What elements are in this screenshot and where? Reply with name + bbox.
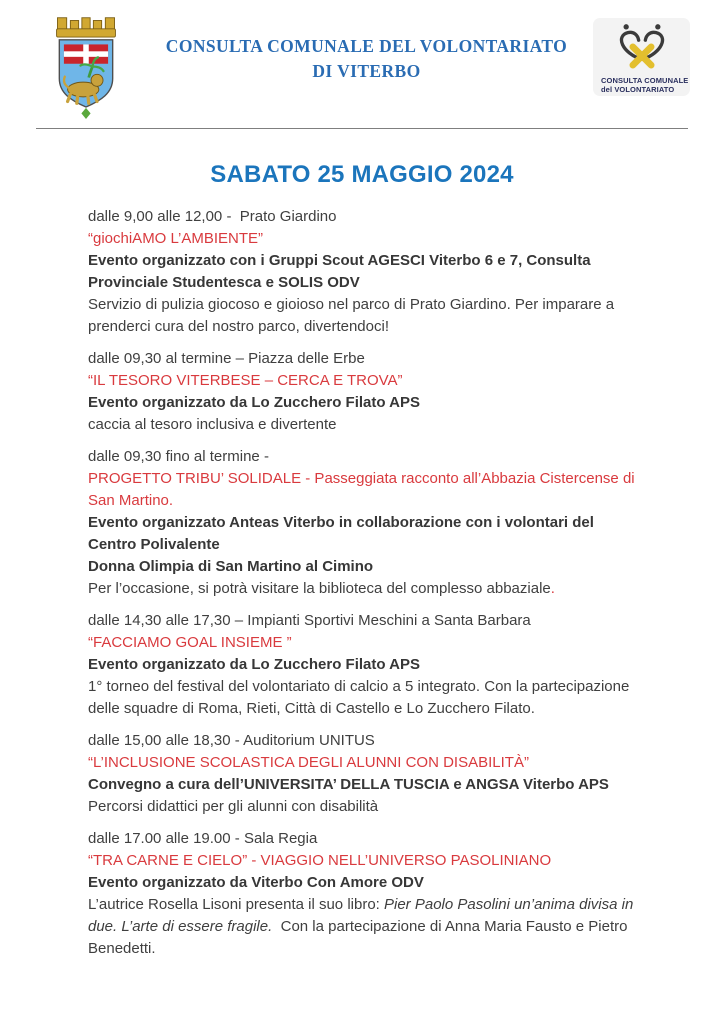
event-description-suffix: Con la partecipazione di Anna Maria Fausto e Pietro Benedetti. xyxy=(88,918,632,957)
event-block xyxy=(88,828,640,960)
header-divider xyxy=(36,128,688,129)
event-title: “IL TESORO VITERBESE – CERCA E TROVA” xyxy=(88,372,403,389)
event-organizer: Evento organizzato da Lo Zucchero Filato APS xyxy=(88,394,420,411)
event-description-book-title: Pier Paolo Pasolini un’anima divisa in due. L’arte di essere fragile. xyxy=(88,896,638,935)
event-title: PROGETTO TRIBU’ SOLIDALE - Passeggiata racconto all’Abbazia Cistercense di San Martino. xyxy=(88,470,639,509)
event-organizer: Convegno a cura dell’UNIVERSITA’ DELLA TUSCIA e ANGSA Viterbo APS xyxy=(88,776,609,793)
event-description: caccia al tesoro inclusiva e divertente xyxy=(88,416,337,433)
event-organizer: Evento organizzato da Lo Zucchero Filato APS xyxy=(88,656,420,673)
event-description: Percorsi didattici per gli alunni con disabilità xyxy=(88,798,379,815)
event-block xyxy=(88,610,640,720)
event-description-text: Per l’occasione, si potrà visitare la biblioteca del complesso abbaziale xyxy=(88,580,551,597)
event-organizer: Evento organizzato con i Gruppi Scout AGESCI Viterbo 6 e 7, Consulta Provinciale Studentesca e SOLIS ODV xyxy=(88,252,595,291)
events-list xyxy=(88,206,640,960)
org-title xyxy=(140,34,593,85)
event-time: dalle 15,00 alle 18,30 - Auditorium UNITUS xyxy=(88,732,375,749)
consulta-logo-text-line2: del VOLONTARIATO xyxy=(601,85,675,95)
event-block xyxy=(88,446,640,600)
event-block xyxy=(88,348,640,436)
consulta-heart-logo-icon xyxy=(598,21,686,76)
org-title-line2: DI VITERBO xyxy=(312,61,421,82)
org-title-line1: CONSULTA COMUNALE DEL VOLONTARIATO xyxy=(165,36,568,56)
event-organizer: Evento organizzato Anteas Viterbo in collaborazione con i volontari del Centro Polivalente xyxy=(88,514,599,553)
event-description xyxy=(88,894,640,960)
consulta-logo xyxy=(593,18,690,96)
event-title: “L’INCLUSIONE SCOLASTICA DEGLI ALUNNI CON DISABILITÀ” xyxy=(88,754,529,771)
event-title: “TRA CARNE E CIELO” - VIAGGIO NELL’UNIVERSO PASOLINIANO xyxy=(88,852,552,869)
event-description: 1° torneo del festival del volontariato di calcio a 5 integrato. Con la partecipazione delle squadre di Roma, Rieti, Città di Castello e Lo Zucchero Filato. xyxy=(88,678,634,717)
date-title: SABATO 25 MAGGIO 2024 xyxy=(210,161,514,188)
viterbo-coat-of-arms-icon xyxy=(40,14,140,124)
header xyxy=(0,0,724,124)
consulta-logo-text-line1: CONSULTA COMUNALE xyxy=(601,76,689,85)
event-title: “FACCIAMO GOAL INSIEME ” xyxy=(88,634,292,651)
event-block xyxy=(88,206,640,338)
event-time: dalle 17.00 alle 19.00 - Sala Regia xyxy=(88,830,318,847)
event-time: dalle 09,30 fino al termine - xyxy=(88,448,269,465)
event-organizer-2: Donna Olimpia di San Martino al Cimino xyxy=(88,558,374,575)
event-block xyxy=(88,730,640,818)
event-description-red-dot: . xyxy=(550,580,555,597)
event-time: dalle 14,30 alle 17,30 – Impianti Sportivi Meschini a Santa Barbara xyxy=(88,612,531,629)
event-description: Servizio di pulizia giocoso e gioioso nel parco di Prato Giardino. Per imparare a prenderci cura del nostro parco, divertendoci! xyxy=(88,296,619,335)
event-time: dalle 09,30 al termine – Piazza delle Erbe xyxy=(88,350,365,367)
event-description-prefix: L’autrice Rosella Lisoni presenta il suo libro: xyxy=(88,896,384,913)
event-time: dalle 9,00 alle 12,00 - Prato Giardino xyxy=(88,208,337,225)
event-organizer: Evento organizzato da Viterbo Con Amore ODV xyxy=(88,874,424,891)
event-title: “giochiAMO L’AMBIENTE” xyxy=(88,230,264,247)
event-description xyxy=(88,578,640,600)
